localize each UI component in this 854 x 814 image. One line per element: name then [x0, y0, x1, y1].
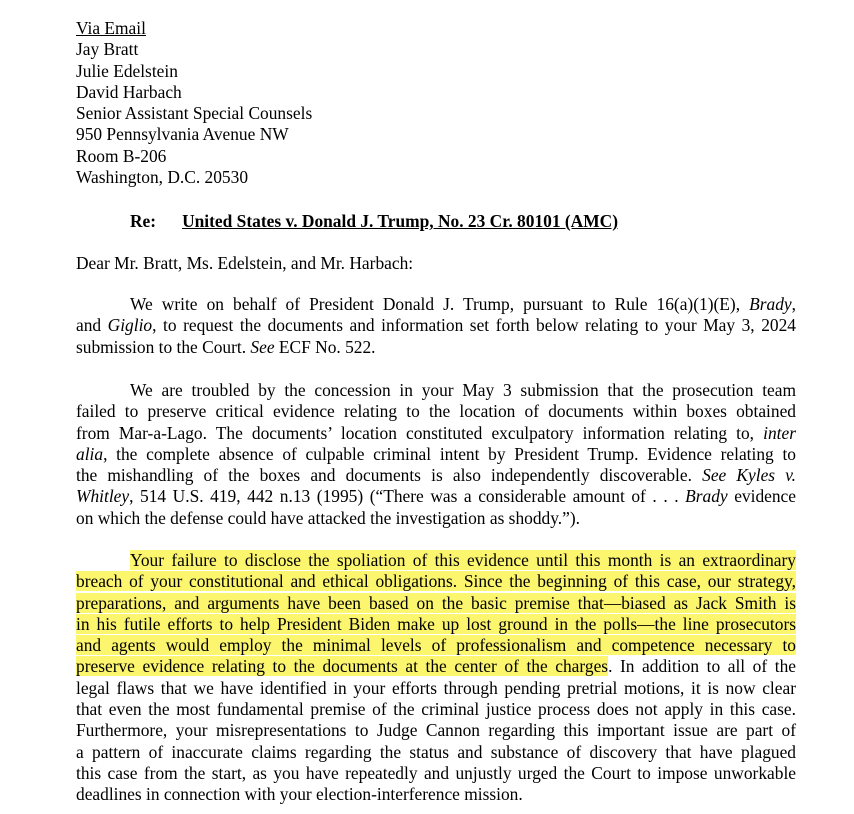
highlighted-text: preparations, and arguments have been based on the basic premise that—biased as Jack Smith is: [76, 592, 796, 613]
paragraph-line: We are troubled by the concession in your May 3 submission that the prosecution team: [130, 380, 796, 400]
paragraph-request: [76, 294, 796, 358]
recipient-line: David Harbach: [76, 81, 182, 102]
paragraph-line: on which the defense could have attacked the investigation as shoddy.”).: [76, 507, 581, 528]
paragraph-line: [76, 465, 796, 486]
paragraph-line: [76, 593, 796, 614]
highlighted-text: in his futile efforts to help President Biden make up lost ground in the polls—the line prosecutors: [76, 613, 796, 634]
re-label: Re:: [130, 211, 157, 231]
italic-run: Brady: [685, 486, 728, 507]
recipient-line: Julie Edelstein: [76, 60, 178, 81]
text-run: , to request the documents and information set forth below relating to your May 3, 2024: [152, 315, 796, 336]
text-run: . In addition to all of the: [608, 656, 796, 677]
room-number: Room B-206: [76, 145, 167, 166]
highlighted-text: breach of your constitutional and ethical obligations. Since the beginning of this case, our strategy,: [76, 571, 796, 592]
highlighted-text: preserve evidence relating to the documents at the center of the charges: [76, 656, 609, 677]
paragraph-line: [76, 294, 796, 315]
highlighted-text: Your failure to disclose the spoliation of this evidence until this month is an extraordinary: [130, 550, 796, 570]
text-run: and: [76, 315, 108, 336]
text-run: the mishandling of the boxes and documents is also independently discoverable.: [76, 465, 703, 486]
text-run: We write on behalf of President Donald J. Trump, pursuant to Rule 16(a)(1)(E),: [130, 294, 750, 314]
paragraph-line: [76, 571, 796, 592]
italic-run: Whitley: [76, 486, 130, 507]
paragraph-line: a pattern of inaccurate claims regarding the status and substance of discovery that have plagued: [76, 741, 796, 762]
paragraph-line: legal flaws that we have identified in your efforts through pending pretrial motions, it is now clear: [76, 677, 796, 698]
address-block: [76, 18, 312, 188]
delivery-method: Via Email: [76, 18, 146, 38]
text-run: from Mar-a-Lago. The documents’ location constituted exculpatory information relating to,: [76, 422, 764, 443]
paragraph-line: Furthermore, your misrepresentations to Judge Cannon regarding this important issue are part of: [76, 720, 796, 741]
paragraph-line: [76, 444, 796, 465]
paragraph-line: [76, 486, 796, 507]
italic-run: inter: [763, 422, 796, 443]
paragraph-line: that even the most fundamental premise of the criminal justice process does not apply in this case.: [76, 699, 796, 720]
paragraph-line: [76, 337, 796, 358]
text-run: , 514 U.S. 419, 442 n.13 (1995) (“There was a considerable amount of . . .: [129, 486, 686, 507]
city-line: Washington, D.C. 20530: [76, 167, 249, 188]
paragraph-line: [76, 656, 796, 677]
street-address: 950 Pennsylvania Avenue NW: [76, 124, 289, 145]
paragraph-line: this case from the start, as you have repeatedly and unjustly urged the Court to impose unworkable: [76, 762, 796, 783]
italic-run: Giglio: [107, 315, 153, 336]
paragraph-line: [76, 550, 796, 571]
italic-run: alia: [76, 443, 104, 464]
text-run: evidence: [727, 486, 796, 507]
text-run: ,: [791, 294, 796, 314]
recipient-line: Jay Bratt: [76, 39, 139, 60]
re-subject: United States v. Donald J. Trump, No. 23 Cr. 80101 (AMC): [182, 211, 618, 231]
paragraph-line: failed to preserve critical evidence relating to the location of documents within boxes obtained: [76, 401, 796, 422]
paragraph-line: deadlines in connection with your election-interference mission.: [76, 784, 523, 805]
paragraph-line: [76, 614, 796, 635]
italic-run: See: [250, 336, 275, 357]
italic-run: See Kyles v.: [702, 465, 796, 486]
text-run: , the complete absence of culpable criminal intent by President Trump. Evidence relating to: [103, 443, 796, 464]
italic-run: Brady: [749, 294, 792, 314]
recipient-title: Senior Assistant Special Counsels: [76, 103, 313, 124]
salutation: Dear Mr. Bratt, Ms. Edelstein, and Mr. Harbach:: [76, 253, 414, 273]
paragraph-spoliation: [76, 550, 796, 806]
highlighted-text: and agents would employ the minimal levels of professionalism and competence necessary to: [76, 635, 796, 656]
paragraph-line: [76, 315, 796, 336]
paragraph-line: [76, 423, 796, 444]
paragraph-concession: [76, 380, 796, 529]
paragraph-line: [76, 635, 796, 656]
text-run: submission to the Court.: [76, 336, 251, 357]
re-line: [130, 211, 618, 232]
text-run: ECF No. 522.: [274, 336, 376, 357]
